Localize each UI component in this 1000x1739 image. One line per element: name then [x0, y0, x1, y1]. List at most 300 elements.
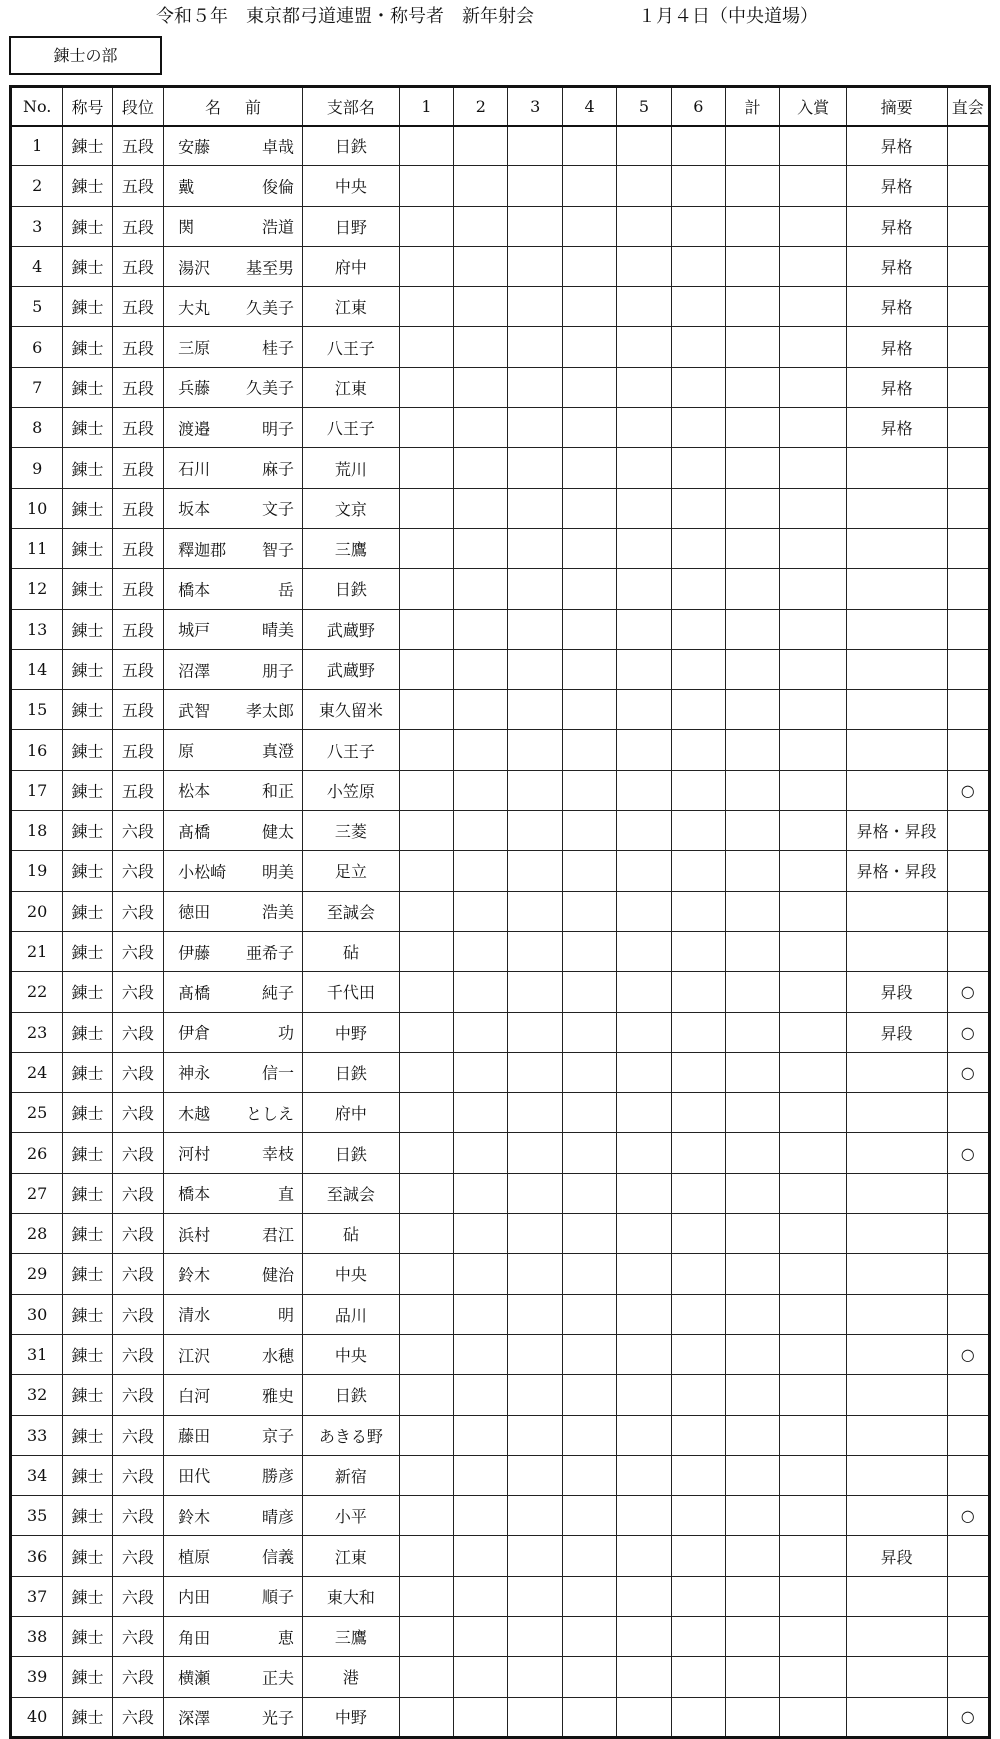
row-memo: [846, 1093, 947, 1133]
header-round-5: 5: [617, 87, 671, 126]
table-row: [11, 609, 990, 649]
row-total: [725, 166, 779, 206]
row-round-2-score: [454, 609, 508, 649]
row-total: [725, 1415, 779, 1455]
row-name: [164, 1415, 303, 1455]
row-memo: 昇段: [846, 1536, 947, 1576]
row-given-name: 智子: [262, 540, 295, 560]
row-round-3-score: [508, 1093, 562, 1133]
row-round-4-score: [562, 770, 616, 810]
row-given-name: 水穂: [262, 1346, 295, 1366]
row-choku: ○: [947, 1133, 989, 1173]
row-round-5-score: [617, 609, 671, 649]
row-round-5-score: [617, 528, 671, 568]
row-round-4-score: [562, 1455, 616, 1495]
row-branch: 日鉄: [303, 126, 400, 166]
row-round-2-score: [454, 972, 508, 1012]
row-round-6-score: [671, 1375, 725, 1415]
row-round-6-score: [671, 609, 725, 649]
row-shogo: 錬士: [63, 972, 112, 1012]
row-memo: [846, 931, 947, 971]
row-surname: 坂本: [178, 499, 211, 519]
row-round-1-score: [399, 811, 453, 851]
row-total: [725, 1334, 779, 1374]
row-round-3-score: [508, 851, 562, 891]
row-given-name: 麻子: [262, 459, 295, 479]
row-round-2-score: [454, 690, 508, 730]
row-prize: [780, 1334, 846, 1374]
row-round-5-score: [617, 811, 671, 851]
row-round-4-score: [562, 1576, 616, 1616]
row-no: 1: [11, 126, 63, 166]
row-round-5-score: [617, 1697, 671, 1737]
row-round-6-score: [671, 1214, 725, 1254]
row-round-3-score: [508, 448, 562, 488]
row-round-3-score: [508, 126, 562, 166]
row-round-1-score: [399, 1052, 453, 1092]
row-branch: 文京: [303, 488, 400, 528]
row-given-name: 幸枝: [262, 1144, 295, 1164]
row-round-3-score: [508, 1496, 562, 1536]
row-dan: 五段: [112, 690, 163, 730]
row-prize: [780, 931, 846, 971]
table-row: [11, 1657, 990, 1697]
row-round-3-score: [508, 1012, 562, 1052]
row-round-1-score: [399, 287, 453, 327]
row-round-2-score: [454, 569, 508, 609]
row-no: 3: [11, 206, 63, 246]
row-round-5-score: [617, 1173, 671, 1213]
row-total: [725, 972, 779, 1012]
row-round-5-score: [617, 730, 671, 770]
row-name: [164, 1334, 303, 1374]
table-row: [11, 408, 990, 448]
table-row: [11, 891, 990, 931]
row-total: [725, 488, 779, 528]
table-row: [11, 851, 990, 891]
row-shogo: 錬士: [63, 609, 112, 649]
table-row: [11, 1496, 990, 1536]
header-shogo: 称号: [63, 87, 112, 126]
row-dan: 六段: [112, 1375, 163, 1415]
row-shogo: 錬士: [63, 1375, 112, 1415]
row-no: 22: [11, 972, 63, 1012]
row-name: [164, 1576, 303, 1616]
row-surname: 橋本: [178, 580, 211, 600]
row-branch: 日鉄: [303, 569, 400, 609]
row-prize: [780, 649, 846, 689]
row-round-6-score: [671, 770, 725, 810]
row-surname: 髙橋: [178, 983, 211, 1003]
row-name: [164, 448, 303, 488]
row-branch: 三菱: [303, 811, 400, 851]
row-round-2-score: [454, 287, 508, 327]
row-no: 15: [11, 690, 63, 730]
row-round-3-score: [508, 1576, 562, 1616]
row-round-5-score: [617, 972, 671, 1012]
row-shogo: 錬士: [63, 851, 112, 891]
row-total: [725, 569, 779, 609]
table-row: [11, 166, 990, 206]
row-round-4-score: [562, 1334, 616, 1374]
row-name: [164, 528, 303, 568]
row-total: [725, 1093, 779, 1133]
row-round-6-score: [671, 408, 725, 448]
row-surname: 橋本: [178, 1184, 211, 1204]
row-given-name: 健治: [262, 1265, 295, 1285]
row-round-2-score: [454, 1133, 508, 1173]
row-name: [164, 1173, 303, 1213]
row-shogo: 錬士: [63, 1254, 112, 1294]
row-round-5-score: [617, 1012, 671, 1052]
row-surname: 横瀬: [178, 1668, 211, 1688]
row-round-6-score: [671, 206, 725, 246]
row-shogo: 錬士: [63, 1576, 112, 1616]
row-round-3-score: [508, 569, 562, 609]
row-given-name: としえ: [246, 1104, 295, 1124]
row-memo: [846, 1375, 947, 1415]
row-name: [164, 1536, 303, 1576]
row-round-1-score: [399, 649, 453, 689]
row-round-2-score: [454, 367, 508, 407]
row-no: 40: [11, 1697, 63, 1737]
row-total: [725, 327, 779, 367]
row-choku: [947, 931, 989, 971]
row-round-6-score: [671, 1173, 725, 1213]
row-round-4-score: [562, 1616, 616, 1656]
row-choku: ○: [947, 972, 989, 1012]
row-no: 35: [11, 1496, 63, 1536]
row-choku: [947, 528, 989, 568]
row-round-5-score: [617, 1536, 671, 1576]
row-round-1-score: [399, 1012, 453, 1052]
row-dan: 五段: [112, 569, 163, 609]
row-choku: [947, 851, 989, 891]
row-prize: [780, 1455, 846, 1495]
row-shogo: 錬士: [63, 1496, 112, 1536]
table-row: [11, 1093, 990, 1133]
row-given-name: 浩道: [262, 217, 295, 237]
row-round-4-score: [562, 367, 616, 407]
row-surname: 白河: [178, 1386, 211, 1406]
row-dan: 六段: [112, 891, 163, 931]
row-round-5-score: [617, 448, 671, 488]
row-memo: [846, 1133, 947, 1173]
row-shogo: 錬士: [63, 1052, 112, 1092]
row-round-2-score: [454, 1576, 508, 1616]
row-choku: ○: [947, 1334, 989, 1374]
row-prize: [780, 1254, 846, 1294]
row-round-2-score: [454, 891, 508, 931]
row-branch: 三鷹: [303, 1616, 400, 1656]
row-round-5-score: [617, 327, 671, 367]
row-no: 28: [11, 1214, 63, 1254]
row-round-4-score: [562, 649, 616, 689]
row-memo: [846, 569, 947, 609]
row-dan: 六段: [112, 1657, 163, 1697]
row-dan: 六段: [112, 1697, 163, 1737]
row-given-name: 晴彦: [262, 1507, 295, 1527]
table-row: [11, 1415, 990, 1455]
header-row: [11, 87, 990, 126]
row-round-6-score: [671, 448, 725, 488]
row-total: [725, 1254, 779, 1294]
row-round-3-score: [508, 609, 562, 649]
row-round-1-score: [399, 730, 453, 770]
row-round-6-score: [671, 1133, 725, 1173]
row-round-2-score: [454, 730, 508, 770]
row-round-1-score: [399, 1536, 453, 1576]
row-prize: [780, 569, 846, 609]
row-round-5-score: [617, 1294, 671, 1334]
row-dan: 六段: [112, 1052, 163, 1092]
table-row: [11, 690, 990, 730]
row-dan: 五段: [112, 246, 163, 286]
table-row: [11, 649, 990, 689]
row-round-4-score: [562, 1254, 616, 1294]
row-round-1-score: [399, 972, 453, 1012]
row-prize: [780, 1294, 846, 1334]
row-branch: 砧: [303, 931, 400, 971]
row-dan: 六段: [112, 811, 163, 851]
row-round-6-score: [671, 649, 725, 689]
row-branch: あきる野: [303, 1415, 400, 1455]
row-total: [725, 1294, 779, 1334]
row-name: [164, 327, 303, 367]
row-memo: 昇格・昇段: [846, 851, 947, 891]
row-choku: ○: [947, 770, 989, 810]
row-prize: [780, 1536, 846, 1576]
row-no: 37: [11, 1576, 63, 1616]
row-branch: 府中: [303, 246, 400, 286]
row-shogo: 錬士: [63, 931, 112, 971]
row-branch: 小笠原: [303, 770, 400, 810]
row-no: 18: [11, 811, 63, 851]
row-round-3-score: [508, 649, 562, 689]
row-shogo: 錬士: [63, 206, 112, 246]
row-total: [725, 408, 779, 448]
row-name: [164, 1093, 303, 1133]
row-shogo: 錬士: [63, 1334, 112, 1374]
row-choku: [947, 1576, 989, 1616]
row-round-3-score: [508, 1294, 562, 1334]
row-round-2-score: [454, 1455, 508, 1495]
row-branch: 江東: [303, 367, 400, 407]
row-round-4-score: [562, 1697, 616, 1737]
row-round-3-score: [508, 1455, 562, 1495]
row-round-6-score: [671, 166, 725, 206]
row-shogo: 錬士: [63, 811, 112, 851]
row-memo: 昇格: [846, 206, 947, 246]
row-memo: 昇格・昇段: [846, 811, 947, 851]
row-branch: 中央: [303, 1254, 400, 1294]
row-name: [164, 811, 303, 851]
row-round-4-score: [562, 931, 616, 971]
row-prize: [780, 1133, 846, 1173]
row-choku: [947, 1657, 989, 1697]
row-given-name: 岳: [278, 580, 295, 600]
row-round-1-score: [399, 1616, 453, 1656]
row-dan: 六段: [112, 972, 163, 1012]
row-shogo: 錬士: [63, 1133, 112, 1173]
row-choku: [947, 408, 989, 448]
row-given-name: 明: [278, 1305, 295, 1325]
row-round-3-score: [508, 1254, 562, 1294]
row-given-name: 直: [278, 1184, 295, 1204]
row-round-5-score: [617, 246, 671, 286]
row-round-6-score: [671, 1576, 725, 1616]
row-branch: 足立: [303, 851, 400, 891]
row-prize: [780, 730, 846, 770]
row-shogo: 錬士: [63, 408, 112, 448]
row-round-5-score: [617, 1576, 671, 1616]
row-round-5-score: [617, 770, 671, 810]
row-round-1-score: [399, 770, 453, 810]
row-round-4-score: [562, 1496, 616, 1536]
row-dan: 六段: [112, 1214, 163, 1254]
table-row: [11, 1375, 990, 1415]
table-row: [11, 1536, 990, 1576]
row-no: 8: [11, 408, 63, 448]
row-round-4-score: [562, 287, 616, 327]
row-round-1-score: [399, 1415, 453, 1455]
row-memo: [846, 1616, 947, 1656]
row-round-2-score: [454, 851, 508, 891]
row-prize: [780, 1496, 846, 1536]
row-dan: 五段: [112, 206, 163, 246]
row-branch: 三鷹: [303, 528, 400, 568]
header-memo: 摘要: [846, 87, 947, 126]
row-name: [164, 972, 303, 1012]
row-no: 12: [11, 569, 63, 609]
row-round-3-score: [508, 1375, 562, 1415]
row-round-4-score: [562, 1415, 616, 1455]
row-round-1-score: [399, 1576, 453, 1616]
row-round-6-score: [671, 1616, 725, 1656]
row-memo: [846, 730, 947, 770]
row-given-name: 正夫: [262, 1668, 295, 1688]
row-memo: 昇段: [846, 972, 947, 1012]
header-name-text: 名前: [205, 97, 286, 117]
row-choku: [947, 1173, 989, 1213]
row-dan: 六段: [112, 1415, 163, 1455]
row-round-4-score: [562, 1375, 616, 1415]
row-round-5-score: [617, 287, 671, 327]
row-round-1-score: [399, 1294, 453, 1334]
row-memo: 昇格: [846, 246, 947, 286]
row-dan: 六段: [112, 1133, 163, 1173]
row-memo: [846, 1254, 947, 1294]
row-surname: 沼澤: [178, 661, 211, 680]
row-round-5-score: [617, 1657, 671, 1697]
row-prize: [780, 972, 846, 1012]
table-row: [11, 367, 990, 407]
row-no: 19: [11, 851, 63, 891]
row-round-6-score: [671, 1536, 725, 1576]
row-round-1-score: [399, 1697, 453, 1737]
row-round-6-score: [671, 1254, 725, 1294]
row-round-4-score: [562, 690, 616, 730]
row-round-2-score: [454, 327, 508, 367]
row-given-name: 朋子: [262, 661, 295, 680]
row-no: 31: [11, 1334, 63, 1374]
row-given-name: 久美子: [246, 378, 295, 398]
table-row: [11, 1294, 990, 1334]
row-prize: [780, 1093, 846, 1133]
row-no: 21: [11, 931, 63, 971]
row-prize: [780, 206, 846, 246]
row-round-4-score: [562, 246, 616, 286]
row-round-2-score: [454, 1052, 508, 1092]
row-round-6-score: [671, 1093, 725, 1133]
row-given-name: 君江: [262, 1225, 295, 1245]
row-round-2-score: [454, 1012, 508, 1052]
row-no: 2: [11, 166, 63, 206]
row-name: [164, 1133, 303, 1173]
row-round-6-score: [671, 931, 725, 971]
row-choku: [947, 126, 989, 166]
row-dan: 六段: [112, 1576, 163, 1616]
row-total: [725, 1496, 779, 1536]
row-branch: 日鉄: [303, 1133, 400, 1173]
row-given-name: 文子: [262, 499, 295, 519]
row-prize: [780, 1173, 846, 1213]
row-total: [725, 367, 779, 407]
row-surname: 伊倉: [178, 1023, 211, 1043]
row-round-3-score: [508, 1536, 562, 1576]
row-round-1-score: [399, 609, 453, 649]
row-total: [725, 528, 779, 568]
row-name: [164, 649, 303, 689]
row-given-name: 亜希子: [246, 943, 295, 963]
row-total: [725, 287, 779, 327]
row-memo: [846, 609, 947, 649]
row-choku: ○: [947, 1052, 989, 1092]
row-no: 29: [11, 1254, 63, 1294]
row-round-1-score: [399, 1133, 453, 1173]
row-round-4-score: [562, 1012, 616, 1052]
header-name: [164, 87, 303, 126]
row-round-6-score: [671, 287, 725, 327]
row-no: 34: [11, 1455, 63, 1495]
row-shogo: 錬士: [63, 1415, 112, 1455]
row-round-4-score: [562, 569, 616, 609]
row-memo: [846, 1657, 947, 1697]
row-memo: [846, 891, 947, 931]
row-surname: 木越: [178, 1104, 211, 1124]
row-choku: [947, 1214, 989, 1254]
row-total: [725, 206, 779, 246]
row-choku: [947, 569, 989, 609]
row-total: [725, 1657, 779, 1697]
row-branch: 東久留米: [303, 690, 400, 730]
section-label: 錬士の部: [9, 36, 162, 75]
row-round-3-score: [508, 1133, 562, 1173]
row-shogo: 錬士: [63, 246, 112, 286]
row-total: [725, 1536, 779, 1576]
row-round-3-score: [508, 408, 562, 448]
row-no: 10: [11, 488, 63, 528]
row-round-5-score: [617, 1052, 671, 1092]
row-round-3-score: [508, 246, 562, 286]
row-round-6-score: [671, 1334, 725, 1374]
row-round-1-score: [399, 891, 453, 931]
row-dan: 六段: [112, 1536, 163, 1576]
row-given-name: 順子: [262, 1587, 295, 1607]
row-round-5-score: [617, 1616, 671, 1656]
title-date: １月４日（中央道場）: [638, 6, 818, 27]
row-shogo: 錬士: [63, 770, 112, 810]
